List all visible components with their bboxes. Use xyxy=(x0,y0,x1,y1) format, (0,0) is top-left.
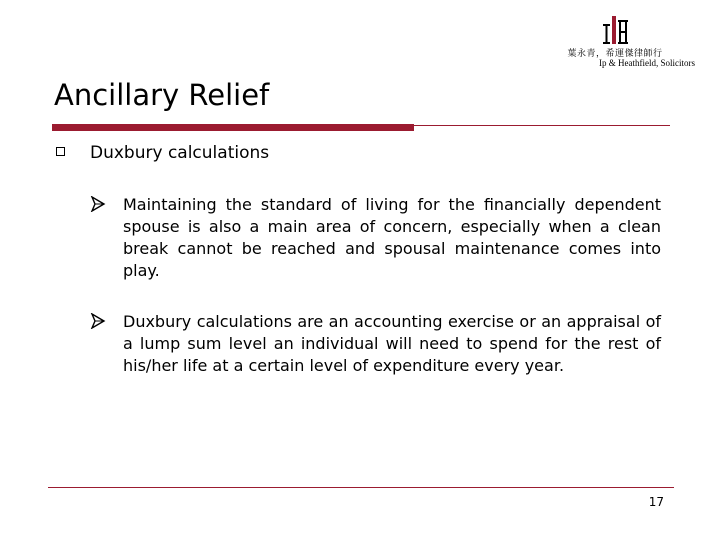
footer-rule xyxy=(48,487,674,488)
firm-name-english: Ip & Heathfield, Solicitors xyxy=(599,58,695,68)
title-rule-thin xyxy=(414,125,670,126)
page-number: 17 xyxy=(648,495,664,509)
sub-point-text: Maintaining the standard of living for the financially dependent spouse is also a main area of concern, especially when a clean break cannot be reached and spousal maintenance comes into play. xyxy=(123,195,661,280)
arrow-bullet-icon xyxy=(90,313,106,329)
slide-title: Ancillary Relief xyxy=(54,78,270,112)
firm-name-chinese: 葉永青，希運傑律師行 xyxy=(567,49,663,59)
sub-point-text: Duxbury calculations are an accounting exercise or an appraisal of a lump sum level an individual will need to spend for the rest of his/her life at a certain level of expenditure every year. xyxy=(123,312,661,375)
square-bullet-icon xyxy=(56,147,65,156)
bullet-heading: Duxbury calculations xyxy=(90,143,270,163)
title-rule-thick xyxy=(52,124,414,131)
firm-logo xyxy=(600,16,632,46)
arrow-bullet-icon xyxy=(90,196,106,212)
